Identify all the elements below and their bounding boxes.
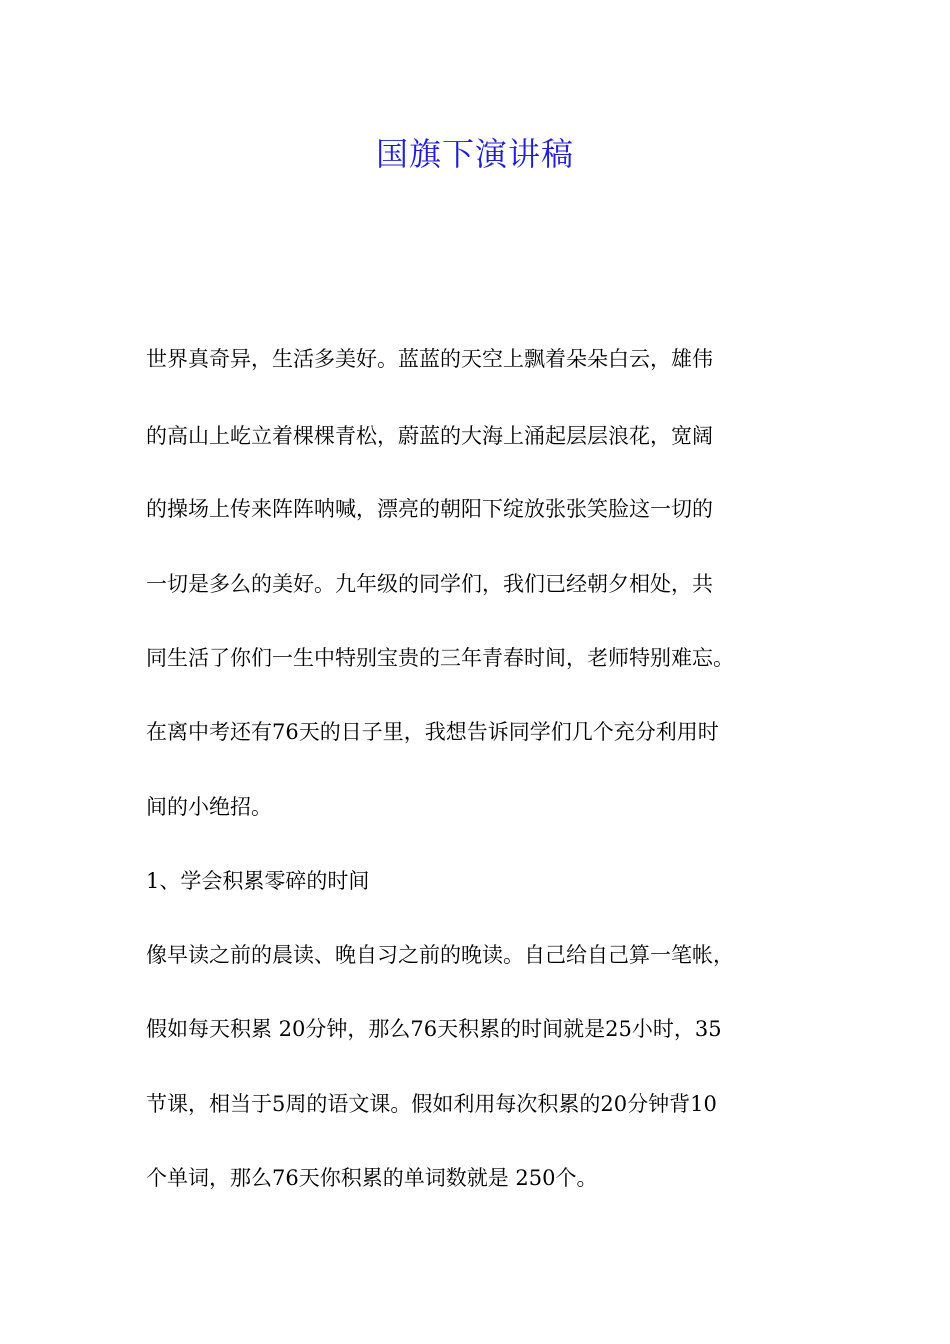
body-line-3: 的操场上传来阵阵呐喊，漂亮的朝阳下绽放张张笑脸这一切的 <box>146 497 713 521</box>
body-line-2: 的高山上屹立着棵棵青松，蔚蓝的大海上涌起层层浪花，宽阔 <box>146 424 713 448</box>
body-line-10: 假如每天积累 20分钟，那么76天积累的时间就是25小时，35 <box>146 1017 722 1041</box>
body-line-6: 在离中考还有76天的日子里，我想告诉同学们几个充分利用时 <box>146 720 719 744</box>
body-line-4: 一切是多么的美好。九年级的同学们，我们已经朝夕相处，共 <box>146 572 713 596</box>
body-line-9: 像早读之前的晨读、晚自习之前的晚读。自己给自己算一笔帐， <box>146 943 734 967</box>
body-line-11: 节课，相当于5周的语文课。假如利用每次积累的20分钟背10 <box>146 1092 717 1116</box>
body-line-1: 世界真奇异，生活多美好。蓝蓝的天空上飘着朵朵白云，雄伟 <box>146 347 713 371</box>
body-line-5: 同生活了你们一生中特别宝贵的三年青春时间，老师特别难忘。 <box>146 646 734 670</box>
body-line-7: 间的小绝招。 <box>146 795 272 819</box>
body-line-12: 个单词，那么76天你积累的单词数就是 250个。 <box>146 1166 598 1190</box>
section-heading-1: 1、学会积累零碎的时间 <box>146 869 370 893</box>
page-title: 国旗下演讲稿 <box>375 135 574 173</box>
